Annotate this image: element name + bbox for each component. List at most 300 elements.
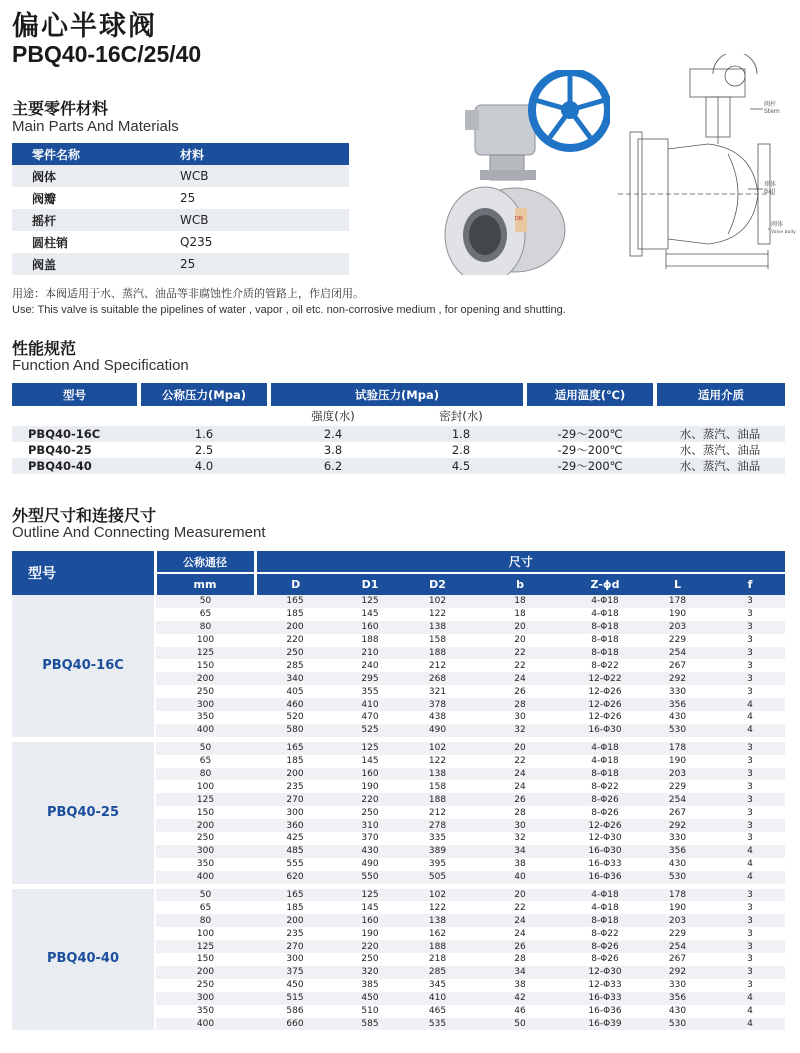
- table-row: [12, 889, 785, 902]
- dim-cell: 4: [715, 992, 785, 1005]
- dim-cell: 8-Φ26: [570, 793, 640, 806]
- dim-cell: 485: [255, 845, 335, 858]
- dim-cell: 430: [668, 859, 687, 870]
- dim-cell: 330: [668, 686, 687, 697]
- dim-cell: 190: [361, 781, 379, 792]
- dim-cell: 200: [255, 768, 335, 781]
- dim-cell: 16-Φ30: [570, 845, 640, 858]
- dim-cell: 4: [715, 1018, 785, 1031]
- part-name: 阀体: [12, 165, 180, 187]
- dim-cell: 16-Φ30: [570, 724, 640, 737]
- part-name: 摇杆: [12, 209, 180, 231]
- dim-cell: 8-Φ18: [591, 635, 619, 646]
- dim-cell: 12-Φ26: [588, 686, 622, 697]
- dim-cell: 450: [286, 980, 304, 991]
- dim-cell: 138: [405, 621, 470, 634]
- dim-cell: 585: [335, 1018, 405, 1031]
- col-nominal-pressure: 公称压力(Mpa): [139, 383, 269, 406]
- dim-cell: 8-Φ18: [570, 768, 640, 781]
- dim-cell: 165: [255, 889, 335, 902]
- dim-cell: 65: [199, 902, 212, 913]
- dim-cell: 18: [470, 595, 570, 608]
- dim-cell: 12-Φ26: [570, 819, 640, 832]
- dimensions-table: [12, 551, 785, 1030]
- spec-value: 2.8: [451, 443, 471, 457]
- dim-cell: 32: [470, 724, 570, 737]
- dim-cell: 3: [715, 647, 785, 660]
- part-name: 阀盖: [12, 253, 180, 275]
- dim-cell: 188: [405, 940, 470, 953]
- col-model: 型号: [12, 383, 139, 406]
- dim-cell: 535: [405, 1018, 470, 1031]
- dim-cell: 360: [255, 819, 335, 832]
- dim-cell: 50: [155, 595, 255, 608]
- dim-cell: 3: [747, 609, 753, 620]
- label-ball-en: Ball: [764, 188, 776, 195]
- spec-value: 水、蒸汽、油品: [655, 426, 785, 442]
- spec-heading-en: Function And Specification: [12, 357, 189, 374]
- dim-cell: 515: [255, 992, 335, 1005]
- dim-cell: 378: [405, 698, 470, 711]
- dim-cell: 3: [715, 793, 785, 806]
- dim-col-header: D: [255, 573, 335, 595]
- col-medium: 适用介质: [655, 383, 785, 406]
- dim-cell: 8-Φ26: [591, 954, 619, 965]
- dim-cell: 430: [668, 712, 687, 723]
- dim-cell: 8-Φ26: [591, 807, 619, 818]
- dim-cell: 28: [514, 807, 526, 818]
- spec-value: 1.6: [139, 426, 269, 442]
- part-name: 阀瓣: [32, 191, 57, 206]
- dim-cell: 3: [715, 742, 785, 755]
- dim-col-header: mm: [155, 573, 255, 595]
- dim-cell: 212: [428, 660, 447, 671]
- dim-cell: 285: [405, 966, 470, 979]
- dim-cell: 100: [196, 635, 215, 646]
- dim-cell: 150: [196, 954, 215, 965]
- dim-cell: 3: [715, 819, 785, 832]
- dim-cell: 3: [715, 940, 785, 953]
- dim-cell: 8-Φ22: [591, 928, 619, 939]
- dim-cell: 125: [335, 889, 405, 902]
- dim-cell: 356: [640, 698, 715, 711]
- spec-table: [12, 383, 785, 474]
- dim-cell: 330: [668, 833, 687, 844]
- dim-model-label: PBQ40-40: [12, 889, 155, 1031]
- dim-cell: 200: [155, 966, 255, 979]
- label-stem-en: Stem: [764, 108, 780, 115]
- dim-cell: 320: [335, 966, 405, 979]
- spec-value: 4.5: [397, 458, 525, 474]
- part-material: WCB: [180, 165, 349, 187]
- dim-cell: 268: [405, 672, 470, 685]
- dim-cell: 145: [361, 902, 379, 913]
- part-name: 圆柱销: [32, 235, 69, 250]
- dim-cell: 292: [640, 966, 715, 979]
- dims-heading-en: Outline And Connecting Measurement: [12, 524, 266, 541]
- dim-cell: 3: [747, 781, 753, 792]
- page-title: 偏心半球阀: [12, 11, 157, 42]
- dim-cell: 22: [514, 756, 526, 767]
- table-row: [12, 426, 785, 442]
- dim-cell: 38: [514, 859, 526, 870]
- dim-cell: 555: [286, 859, 304, 870]
- dim-cell: 4-Φ18: [570, 595, 640, 608]
- dim-cell: 405: [286, 686, 304, 697]
- dim-cell: 18: [514, 609, 526, 620]
- dim-cell: 160: [335, 621, 405, 634]
- dim-cell: 300: [155, 698, 255, 711]
- dim-cell: 162: [428, 928, 447, 939]
- dim-cell: 26: [514, 686, 526, 697]
- dim-cell: 3: [747, 928, 753, 939]
- dim-cell: 200: [155, 819, 255, 832]
- dim-cell: 122: [428, 609, 447, 620]
- label-ball-cn: 球体: [764, 181, 777, 188]
- dim-cell: 165: [255, 742, 335, 755]
- dim-cell: 335: [428, 833, 447, 844]
- table-row: [12, 231, 349, 253]
- dim-cell: 586: [286, 1006, 304, 1017]
- dim-cell: 125: [335, 595, 405, 608]
- dim-cell: 250: [255, 647, 335, 660]
- dim-cell: 355: [361, 686, 379, 697]
- dim-cell: 185: [286, 902, 304, 913]
- dim-cell: 16-Φ39: [570, 1018, 640, 1031]
- dim-cell: 125: [335, 742, 405, 755]
- dim-cell: 28: [514, 954, 526, 965]
- dim-cell: 50: [470, 1018, 570, 1031]
- spec-value: 1.8: [397, 426, 525, 442]
- col-seal: 密封(水): [439, 409, 483, 423]
- dim-cell: 4: [747, 859, 753, 870]
- spec-value: -29～200℃: [557, 443, 623, 457]
- dim-cell: 122: [428, 756, 447, 767]
- dim-cell: 32: [514, 833, 526, 844]
- table-row: [12, 165, 349, 187]
- dim-cell: 178: [640, 595, 715, 608]
- dim-col-header: D1: [335, 573, 405, 595]
- dim-cell: 12-Φ33: [588, 980, 622, 991]
- table-row: [12, 442, 785, 458]
- dim-cell: 345: [428, 980, 447, 991]
- dim-col-header: L: [640, 573, 715, 595]
- dim-cell: 12-Φ22: [570, 672, 640, 685]
- dim-cell: 50: [155, 742, 255, 755]
- dim-cell: 100: [196, 928, 215, 939]
- dim-cell: 16-Φ33: [570, 992, 640, 1005]
- dim-cell: 370: [361, 833, 379, 844]
- dim-cell: 3: [715, 768, 785, 781]
- dim-cell: 158: [428, 635, 447, 646]
- dim-cell: 16-Φ36: [570, 871, 640, 884]
- dim-cell: 4-Φ18: [591, 902, 619, 913]
- dim-cell: 229: [668, 928, 687, 939]
- dim-cell: 26: [470, 793, 570, 806]
- dim-cell: 295: [335, 672, 405, 685]
- dim-cell: 203: [640, 621, 715, 634]
- dim-cell: 3: [715, 595, 785, 608]
- dim-cell: 65: [199, 756, 212, 767]
- spec-model: PBQ40-25: [28, 443, 92, 457]
- part-material: 25: [180, 191, 196, 205]
- dim-cell: 24: [514, 928, 526, 939]
- dim-cell: 550: [335, 871, 405, 884]
- dim-cell: 438: [428, 712, 447, 723]
- dim-cell: 102: [405, 595, 470, 608]
- dim-cell: 220: [286, 635, 304, 646]
- dim-cell: 229: [668, 781, 687, 792]
- dim-cell: 16-Φ36: [588, 1006, 622, 1017]
- part-material: WCB: [180, 209, 349, 231]
- dim-cell: 24: [470, 768, 570, 781]
- dim-cell: 250: [361, 954, 379, 965]
- dim-cell: 3: [715, 966, 785, 979]
- usage-text-en: Use: This valve is suitable the pipelines of water , vapor , oil etc. non-corrosive medium , for opening and shutting.: [12, 304, 566, 316]
- dim-cell: 34: [470, 845, 570, 858]
- dim-model-label: PBQ40-25: [12, 742, 155, 884]
- dims-heading-cn: 外型尺寸和连接尺寸: [12, 506, 157, 525]
- dim-cell: 24: [470, 672, 570, 685]
- col-size-group: 尺寸: [255, 551, 785, 573]
- usage-text-cn: 用途：本阀适用于水、蒸汽、油品等非腐蚀性介质的管路上，作启闭用。: [12, 287, 364, 300]
- dim-cell: 8-Φ18: [570, 647, 640, 660]
- spec-value: 2.5: [194, 443, 214, 457]
- dim-cell: 12-Φ30: [570, 966, 640, 979]
- dim-cell: 190: [668, 609, 687, 620]
- spec-value: 4.0: [139, 458, 269, 474]
- table-row: [12, 458, 785, 474]
- dim-cell: 530: [640, 871, 715, 884]
- dim-cell: 3: [747, 807, 753, 818]
- dim-cell: 356: [640, 992, 715, 1005]
- table-row: [12, 187, 349, 209]
- dim-cell: 530: [640, 724, 715, 737]
- dim-cell: 4: [747, 1006, 753, 1017]
- dim-cell: 340: [255, 672, 335, 685]
- dim-cell: 22: [470, 647, 570, 660]
- dim-cell: 270: [255, 940, 335, 953]
- dim-cell: 138: [405, 768, 470, 781]
- dim-cell: 188: [361, 635, 379, 646]
- dim-cell: 22: [514, 660, 526, 671]
- dim-cell: 185: [286, 756, 304, 767]
- dim-cell: 8-Φ18: [570, 914, 640, 927]
- dim-cell: 125: [155, 647, 255, 660]
- dim-cell: 188: [405, 793, 470, 806]
- label-body-cn: 阀体: [771, 221, 784, 228]
- dim-cell: 160: [335, 768, 405, 781]
- dim-cell: 80: [155, 914, 255, 927]
- dim-cell: 190: [668, 902, 687, 913]
- dim-cell: 4: [747, 712, 753, 723]
- dim-cell: 200: [255, 621, 335, 634]
- dim-cell: 3: [747, 954, 753, 965]
- part-material: Q235: [180, 235, 213, 249]
- dim-cell: 8-Φ22: [591, 781, 619, 792]
- dim-cell: 20: [470, 742, 570, 755]
- dim-cell: 267: [668, 660, 687, 671]
- dim-cell: 150: [196, 807, 215, 818]
- dim-cell: 400: [155, 724, 255, 737]
- dim-cell: 203: [640, 914, 715, 927]
- dim-cell: 250: [196, 833, 215, 844]
- dim-cell: 400: [155, 1018, 255, 1031]
- dim-cell: 65: [199, 609, 212, 620]
- dim-cell: 203: [640, 768, 715, 781]
- spec-value: 2.4: [269, 426, 397, 442]
- dim-cell: 3: [715, 672, 785, 685]
- materials-table: [12, 143, 349, 275]
- dim-cell: 4: [715, 698, 785, 711]
- dim-cell: 80: [155, 768, 255, 781]
- table-row: [12, 253, 349, 275]
- col-strength: 强度(水): [311, 409, 355, 423]
- dim-cell: 100: [196, 781, 215, 792]
- dim-cell: 185: [286, 609, 304, 620]
- dim-cell: 102: [405, 889, 470, 902]
- dim-cell: 389: [405, 845, 470, 858]
- dim-cell: 200: [155, 672, 255, 685]
- dim-cell: 42: [470, 992, 570, 1005]
- dim-cell: 520: [286, 712, 304, 723]
- dim-cell: 80: [155, 621, 255, 634]
- dim-cell: 150: [196, 660, 215, 671]
- dim-cell: 3: [715, 889, 785, 902]
- part-material: 25: [180, 253, 349, 275]
- dim-cell: 580: [255, 724, 335, 737]
- dim-cell: 350: [196, 859, 215, 870]
- dim-cell: 254: [640, 793, 715, 806]
- dim-cell: 200: [255, 914, 335, 927]
- dim-cell: 278: [405, 819, 470, 832]
- dim-cell: 267: [668, 954, 687, 965]
- dim-cell: 385: [361, 980, 379, 991]
- dim-cell: 300: [286, 954, 304, 965]
- table-row: [12, 209, 349, 231]
- dim-cell: 158: [428, 781, 447, 792]
- spec-value: 3.8: [323, 443, 343, 457]
- dim-cell: 510: [361, 1006, 379, 1017]
- dim-cell: 3: [747, 660, 753, 671]
- dim-cell: 30: [514, 712, 526, 723]
- table-row: [12, 742, 785, 755]
- dim-cell: 410: [335, 698, 405, 711]
- dim-cell: 250: [361, 807, 379, 818]
- col-temperature: 适用温度(℃): [525, 383, 655, 406]
- dim-cell: 270: [255, 793, 335, 806]
- spec-value: -29～200℃: [525, 458, 655, 474]
- dim-cell: 20: [514, 635, 526, 646]
- dim-cell: 138: [405, 914, 470, 927]
- dim-cell: 122: [428, 902, 447, 913]
- dim-cell: 24: [470, 914, 570, 927]
- product-model-title: PBQ40-16C/25/40: [12, 41, 202, 67]
- dim-cell: 3: [747, 833, 753, 844]
- spec-model: PBQ40-40: [12, 458, 139, 474]
- dim-cell: 16-Φ33: [588, 859, 622, 870]
- dim-cell: 8-Φ18: [570, 621, 640, 634]
- dim-cell: 4-Φ18: [591, 756, 619, 767]
- dim-cell: 229: [668, 635, 687, 646]
- dim-cell: 375: [255, 966, 335, 979]
- dim-cell: 165: [255, 595, 335, 608]
- dim-cell: 350: [196, 712, 215, 723]
- dim-col-header: D2: [405, 573, 470, 595]
- dim-cell: 300: [155, 845, 255, 858]
- spec-model: PBQ40-16C: [12, 426, 139, 442]
- col-material: 材料: [180, 143, 349, 165]
- spec-heading-cn: 性能规范: [12, 339, 77, 358]
- dim-col-header: Z-ϕd: [570, 573, 640, 595]
- materials-heading-en: Main Parts And Materials: [12, 118, 179, 135]
- dim-cell: 292: [640, 819, 715, 832]
- dim-cell: 250: [196, 980, 215, 991]
- dim-cell: 490: [405, 724, 470, 737]
- label-body-en: Valve body: [771, 230, 796, 235]
- spec-value: -29～200℃: [525, 426, 655, 442]
- dim-cell: 190: [668, 756, 687, 767]
- dim-cell: 12-Φ30: [588, 833, 622, 844]
- dim-cell: 430: [668, 1006, 687, 1017]
- dim-cell: 254: [640, 940, 715, 953]
- dim-cell: 8-Φ22: [591, 660, 619, 671]
- dim-cell: 125: [155, 940, 255, 953]
- dim-cell: 465: [428, 1006, 447, 1017]
- dim-cell: 8-Φ26: [570, 940, 640, 953]
- dim-cell: 235: [286, 781, 304, 792]
- dim-cell: 20: [470, 621, 570, 634]
- dim-cell: 235: [286, 928, 304, 939]
- dim-cell: 525: [335, 724, 405, 737]
- dim-cell: 310: [335, 819, 405, 832]
- dim-cell: 425: [286, 833, 304, 844]
- dim-cell: 450: [335, 992, 405, 1005]
- dim-cell: 46: [514, 1006, 526, 1017]
- dim-cell: 34: [470, 966, 570, 979]
- dim-cell: 410: [405, 992, 470, 1005]
- dim-cell: 330: [668, 980, 687, 991]
- dim-model-label: PBQ40-16C: [12, 595, 155, 737]
- dim-cell: 3: [747, 756, 753, 767]
- dim-cell: 40: [470, 871, 570, 884]
- dim-cell: 20: [470, 889, 570, 902]
- dim-cell: 220: [335, 940, 405, 953]
- dim-cell: 356: [640, 845, 715, 858]
- dim-cell: 4: [715, 724, 785, 737]
- dim-cell: 12-Φ26: [570, 698, 640, 711]
- dim-cell: 30: [470, 819, 570, 832]
- dim-cell: 178: [640, 742, 715, 755]
- dim-cell: 3: [747, 980, 753, 991]
- dim-cell: 160: [335, 914, 405, 927]
- dim-cell: 22: [514, 902, 526, 913]
- dim-cell: 395: [428, 859, 447, 870]
- dim-cell: 4-Φ18: [570, 742, 640, 755]
- dim-cell: 254: [640, 647, 715, 660]
- col-model: 型号: [12, 551, 155, 595]
- dim-cell: 218: [428, 954, 447, 965]
- dim-cell: 400: [155, 871, 255, 884]
- col-nominal-diameter: 公称通径: [155, 551, 255, 573]
- dim-cell: 490: [361, 859, 379, 870]
- dim-cell: 430: [335, 845, 405, 858]
- dim-cell: 530: [640, 1018, 715, 1031]
- dim-cell: 505: [405, 871, 470, 884]
- valve-section-drawing: [618, 54, 800, 276]
- dim-cell: 50: [155, 889, 255, 902]
- dim-cell: 3: [747, 902, 753, 913]
